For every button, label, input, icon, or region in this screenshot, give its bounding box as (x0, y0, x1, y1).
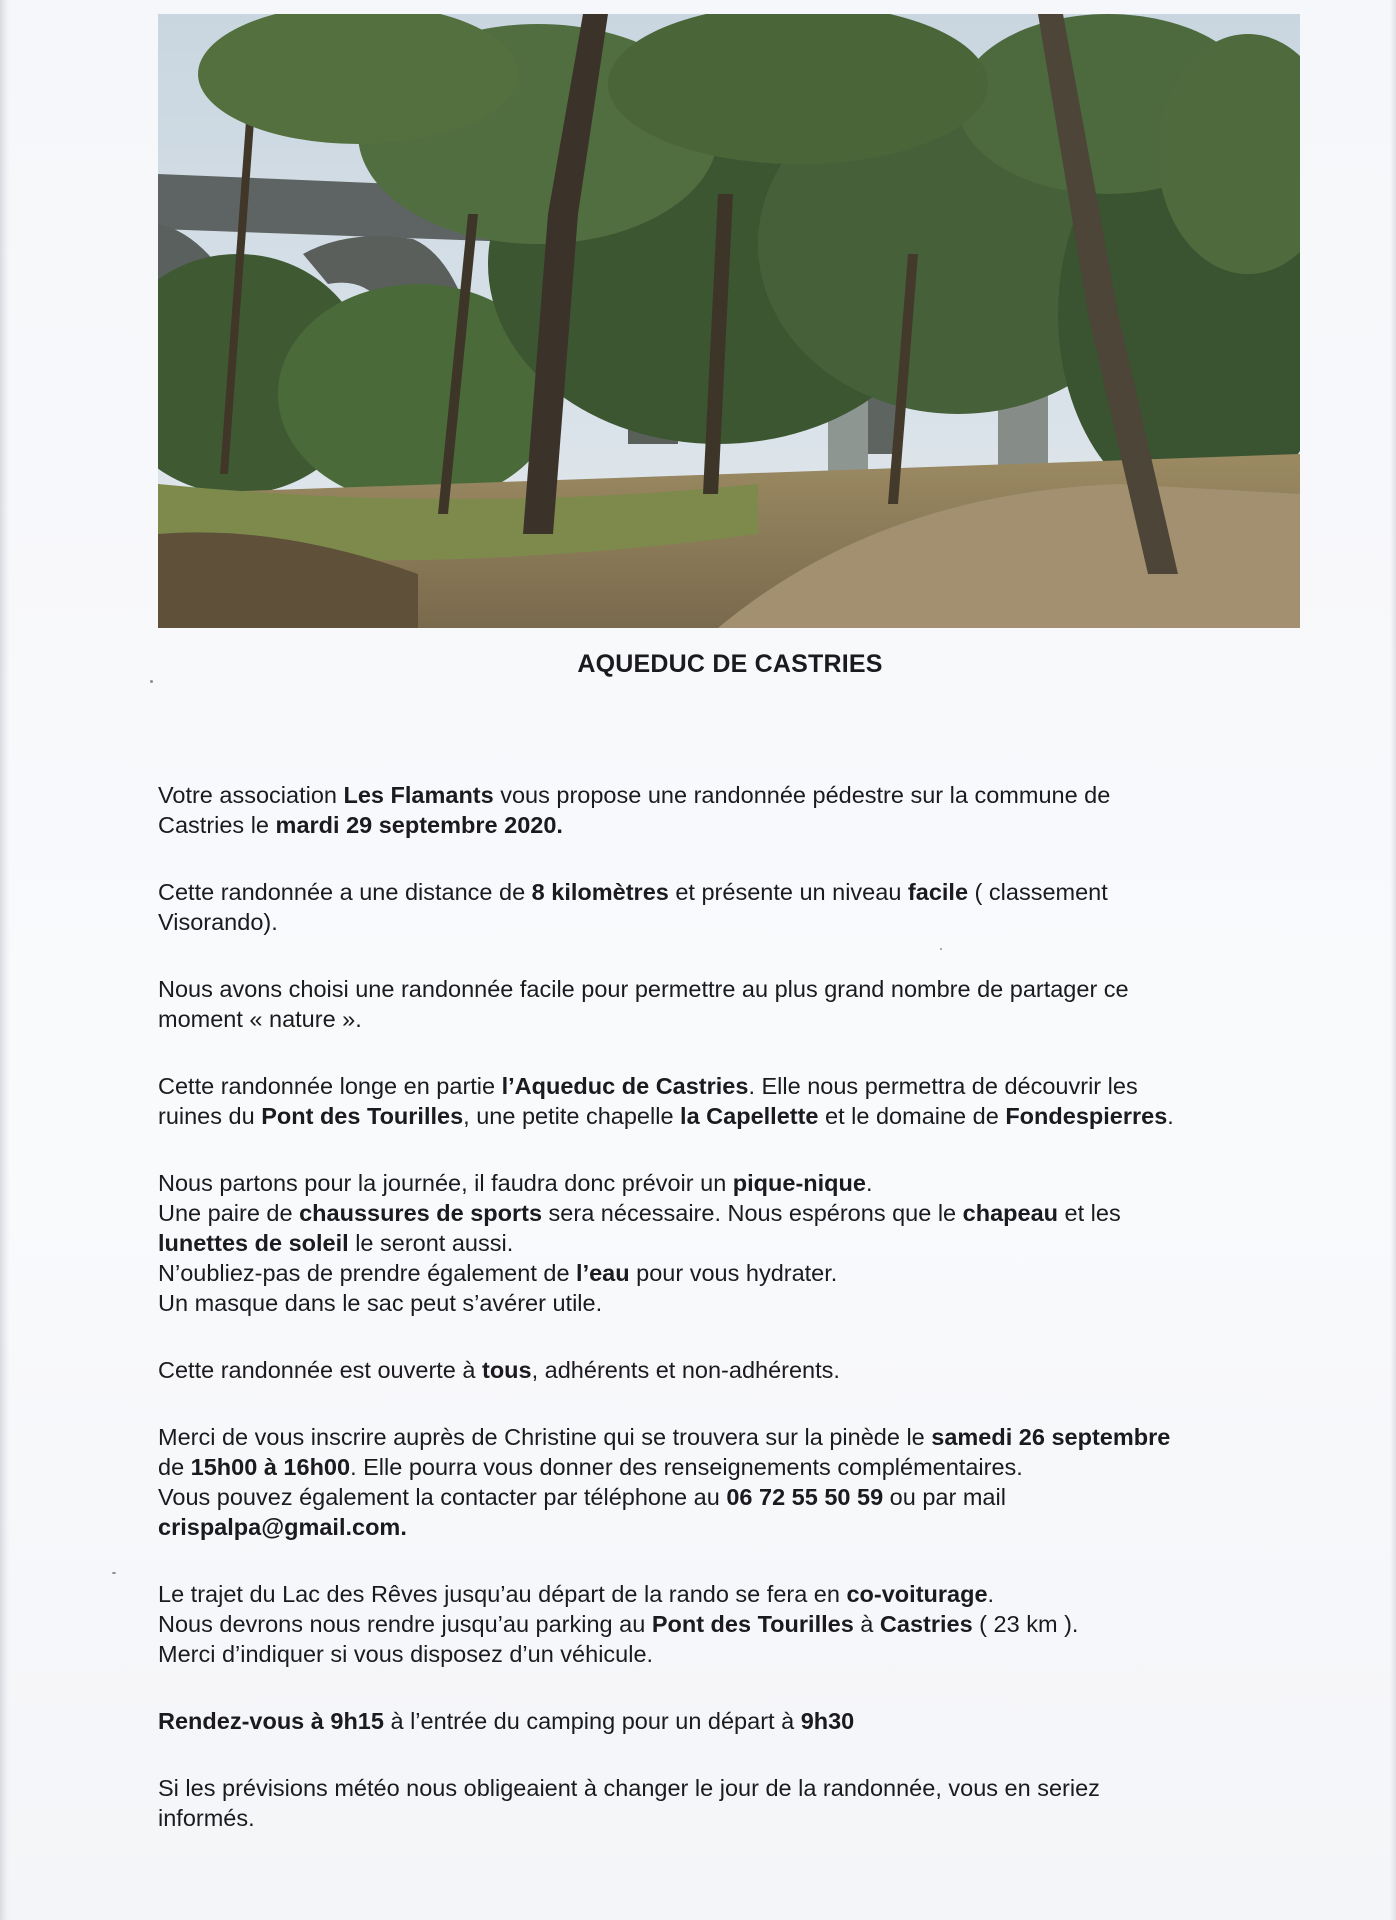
departure-time: 9h30 (800, 1708, 855, 1734)
hike-difficulty: facile (907, 879, 969, 905)
landmark-domain: Fondespierres (1005, 1103, 1168, 1129)
text-line (158, 1512, 1268, 1542)
hike-distance: 8 kilomètres (531, 879, 669, 905)
text-line (158, 1071, 1268, 1101)
text-run: . (865, 1170, 873, 1196)
text-run: à l’entrée du camping pour un départ à (383, 1708, 801, 1734)
text-line (158, 780, 1268, 810)
text-line: Si les prévisions météo nous obligeaient à changer le jour de la randonnée, vous en seriez (158, 1775, 1100, 1801)
text-run: . (1167, 1103, 1174, 1129)
scan-edge-right (1390, 0, 1396, 1920)
text-run: Le trajet du Lac des Rêves jusqu’au départ de la rando se fera en (158, 1581, 847, 1607)
text-line (158, 1198, 1268, 1228)
text-line (158, 877, 1268, 907)
item-sunglasses: lunettes de soleil (158, 1230, 349, 1256)
contact-phone: 06 72 55 50 59 (726, 1484, 884, 1510)
document-title: AQUEDUC DE CASTRIES (577, 650, 883, 678)
text-line (158, 1579, 1268, 1609)
text-line (158, 1258, 1268, 1288)
text-run: , une petite chapelle (463, 1103, 681, 1129)
paragraph-weather (158, 1773, 1268, 1833)
text-line: Visorando). (158, 909, 278, 935)
text-run: Cette randonnée longe en partie (158, 1073, 502, 1099)
landmark-bridge: Pont des Tourilles (261, 1103, 464, 1129)
paragraph-open-to (158, 1355, 1268, 1385)
parking-location: Pont des Tourilles (651, 1611, 854, 1637)
item-picnic: pique-nique (732, 1170, 866, 1196)
item-shoes: chaussures de sports (299, 1200, 543, 1226)
text-line: Merci d’indiquer si vous disposez d’un véhicule. (158, 1641, 654, 1667)
scan-edge-left (0, 0, 10, 1920)
text-run: , adhérents et non-adhérents. (531, 1357, 840, 1383)
text-run: ( classement (968, 879, 1108, 905)
text-run: le seront aussi. (348, 1230, 514, 1256)
text-run: ruines du (158, 1103, 262, 1129)
scan-speck (150, 680, 153, 683)
text-line (158, 1101, 1268, 1131)
text-line (158, 810, 1268, 840)
text-run: . Elle nous permettra de découvrir les (748, 1073, 1138, 1099)
aqueduct-photo (158, 14, 1300, 628)
text-run: ou par mail (883, 1484, 1006, 1510)
text-run: de (158, 1454, 191, 1480)
item-hat: chapeau (962, 1200, 1058, 1226)
text-line (158, 1228, 1268, 1258)
text-run: sera nécessaire. Nous espérons que le (542, 1200, 963, 1226)
hike-date: mardi 29 septembre 2020. (275, 812, 563, 838)
paragraph-distance (158, 877, 1268, 937)
audience: tous (482, 1357, 532, 1383)
paragraph-intro (158, 780, 1268, 840)
text-run: Vous pouvez également la contacter par téléphone au (158, 1484, 727, 1510)
text-run: et les (1058, 1200, 1121, 1226)
text-line (158, 1355, 1268, 1385)
text-run: . Elle pourra vous donner des renseignements complémentaires. (350, 1454, 1023, 1480)
paragraph-equipment (158, 1168, 1268, 1318)
text-line: Nous avons choisi une randonnée facile pour permettre au plus grand nombre de partager ce (158, 976, 1129, 1002)
meeting-time: Rendez-vous à 9h15 (158, 1708, 384, 1734)
text-run: Une paire de (158, 1200, 300, 1226)
registration-hours: 15h00 à 16h00 (190, 1454, 351, 1480)
text-run: et présente un niveau (668, 879, 908, 905)
text-run: à (853, 1611, 880, 1637)
item-water: l’eau (576, 1260, 630, 1286)
text-run: Merci de vous inscrire auprès de Christine qui se trouvera sur la pinède le (158, 1424, 932, 1450)
text-run: Cette randonnée est ouverte à (158, 1357, 482, 1383)
text-run: pour vous hydrater. (629, 1260, 838, 1286)
text-run: ( 23 km ). (972, 1611, 1079, 1637)
text-run: N’oubliez-pas de prendre également de (158, 1260, 577, 1286)
text-run: et le domaine de (818, 1103, 1006, 1129)
text-run: . (987, 1581, 995, 1607)
paragraph-route (158, 1071, 1268, 1131)
landmark-aqueduct: l’Aqueduc de Castries (501, 1073, 749, 1099)
text-line (158, 1609, 1268, 1639)
paragraph-meeting (158, 1706, 1268, 1736)
text-line (158, 1168, 1268, 1198)
text-line: informés. (158, 1805, 255, 1831)
text-line (158, 1706, 1268, 1736)
contact-email: crispalpa@gmail.com. (158, 1514, 407, 1540)
parking-town: Castries (879, 1611, 973, 1637)
text-line: moment « nature ». (158, 1006, 362, 1032)
paragraph-choice (158, 974, 1268, 1034)
registration-date: samedi 26 septembre (931, 1424, 1171, 1450)
text-run: Castries le (158, 812, 276, 838)
document-body (158, 780, 1268, 1833)
landmark-chapel: la Capellette (680, 1103, 819, 1129)
paragraph-carpool (158, 1579, 1268, 1669)
text-run: Votre association (158, 782, 344, 808)
text-run: Nous partons pour la journée, il faudra donc prévoir un (158, 1170, 733, 1196)
text-run: Cette randonnée a une distance de (158, 879, 532, 905)
carpool-label: co-voiturage (846, 1581, 988, 1607)
text-run: vous propose une randonnée pédestre sur la commune de (493, 782, 1111, 808)
text-run: Nous devrons nous rendre jusqu’au parking au (158, 1611, 652, 1637)
scan-speck (112, 1572, 116, 1574)
text-line (158, 1452, 1268, 1482)
text-line (158, 1482, 1268, 1512)
association-name: Les Flamants (343, 782, 494, 808)
aqueduct-illustration (158, 14, 1300, 628)
text-line: Un masque dans le sac peut s’avérer utile. (158, 1290, 603, 1316)
paragraph-registration (158, 1422, 1268, 1542)
text-line (158, 1422, 1268, 1452)
